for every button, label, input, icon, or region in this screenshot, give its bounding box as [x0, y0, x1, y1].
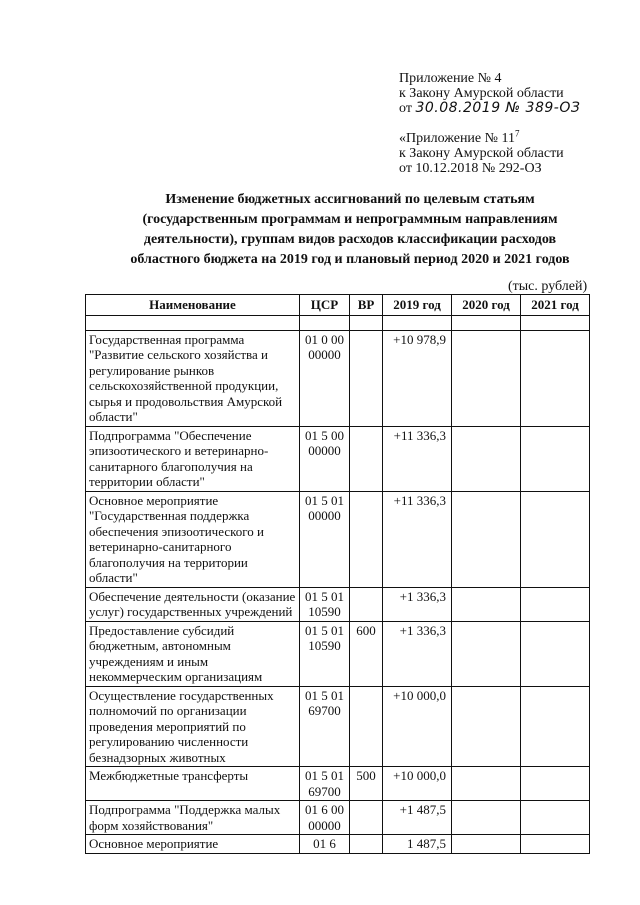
row-name: Подпрограмма "Обеспечение эпизоотического и ветеринарно-санитарного благополучия на территории области" — [86, 426, 300, 491]
title-line-2: (государственным программам и непрограммным направлениям — [142, 212, 558, 227]
table-row — [86, 686, 590, 767]
row-2019: +1 336,3 — [383, 621, 452, 686]
header-csr: ЦСР — [300, 295, 350, 316]
title-line-3: деятельности), группам видов расходов классификации расходов — [143, 232, 557, 247]
row-2019: +10 000,0 — [383, 767, 452, 801]
attachment-header — [399, 71, 580, 116]
row-2020 — [452, 767, 521, 801]
original-attachment-header — [399, 128, 564, 176]
row-2021 — [521, 621, 590, 686]
table-row — [86, 621, 590, 686]
title-line-4: областного бюджета на 2019 год и плановый период 2020 и 2021 годов — [130, 252, 570, 267]
table-row — [86, 587, 590, 621]
row-2021 — [521, 801, 590, 835]
row-2021 — [521, 330, 590, 426]
row-2020 — [452, 491, 521, 587]
row-2019: +10 000,0 — [383, 686, 452, 767]
attachment-date — [399, 101, 580, 116]
handwritten-date-number: 30.08.2019 № 389-ОЗ — [415, 100, 581, 116]
row-name: Государственная программа "Развитие сельского хозяйства и регулирование рынков сельскохозяйственной продукции, сырья и продовольствия Амурской области" — [86, 330, 300, 426]
row-vr — [350, 801, 383, 835]
row-csr: 01 5 01 00000 — [300, 491, 350, 587]
table-row — [86, 426, 590, 491]
header-2019: 2019 год — [383, 295, 452, 316]
original-attachment-law: к Закону Амурской области — [399, 146, 564, 161]
row-2021 — [521, 491, 590, 587]
row-2019: +11 336,3 — [383, 426, 452, 491]
table-row — [86, 491, 590, 587]
row-name: Межбюджетные трансферты — [86, 767, 300, 801]
row-vr — [350, 426, 383, 491]
original-attachment-number — [399, 128, 564, 146]
row-2019: +10 978,9 — [383, 330, 452, 426]
row-csr: 01 6 00 00000 — [300, 801, 350, 835]
row-name: Обеспечение деятельности (оказание услуг) государственных учреждений — [86, 587, 300, 621]
row-csr: 01 6 — [300, 835, 350, 854]
original-attachment-superscript: 7 — [514, 128, 520, 139]
row-2020 — [452, 330, 521, 426]
document-title — [60, 190, 640, 270]
row-2020 — [452, 801, 521, 835]
row-csr: 01 5 01 69700 — [300, 767, 350, 801]
row-2021 — [521, 767, 590, 801]
row-2019: +1 487,5 — [383, 801, 452, 835]
table-header-row — [86, 295, 590, 316]
header-2020: 2020 год — [452, 295, 521, 316]
row-vr — [350, 330, 383, 426]
table-row — [86, 767, 590, 801]
row-csr: 01 5 01 69700 — [300, 686, 350, 767]
attachment-number: Приложение № 4 — [399, 71, 502, 86]
row-vr: 600 — [350, 621, 383, 686]
row-2020 — [452, 426, 521, 491]
header-vr: ВР — [350, 295, 383, 316]
row-2020 — [452, 621, 521, 686]
row-csr: 01 5 01 10590 — [300, 587, 350, 621]
row-name: Подпрограмма "Поддержка малых форм хозяйствования" — [86, 801, 300, 835]
row-name: Осуществление государственных полномочий по организации проведения мероприятий по регулированию численности безнадзорных животных — [86, 686, 300, 767]
row-vr: 500 — [350, 767, 383, 801]
original-attachment-date: от 10.12.2018 № 292-ОЗ — [399, 161, 542, 176]
row-name: Предоставление субсидий бюджетным, автономным учреждениям и иным некоммерческим организациям — [86, 621, 300, 686]
row-name: Основное мероприятие "Государственная поддержка обеспечения эпизоотического и ветеринарно-санитарного благополучия на территории области" — [86, 491, 300, 587]
table-row — [86, 330, 590, 426]
row-2020 — [452, 686, 521, 767]
budget-table — [85, 294, 590, 854]
row-2019: 1 487,5 — [383, 835, 452, 854]
units-label: (тыс. рублей) — [508, 279, 588, 294]
row-csr: 01 0 00 00000 — [300, 330, 350, 426]
row-2019: +1 336,3 — [383, 587, 452, 621]
original-attachment-number-text: «Приложение № 11 — [399, 131, 515, 146]
attachment-date-prefix: от — [399, 101, 412, 116]
row-csr: 01 5 00 00000 — [300, 426, 350, 491]
attachment-law: к Закону Амурской области — [399, 86, 564, 101]
row-2019: +11 336,3 — [383, 491, 452, 587]
row-vr — [350, 835, 383, 854]
row-2021 — [521, 587, 590, 621]
row-2020 — [452, 835, 521, 854]
title-line-1: Изменение бюджетных ассигнований по целевым статьям — [165, 192, 535, 207]
row-2021 — [521, 686, 590, 767]
row-2021 — [521, 835, 590, 854]
table-row — [86, 801, 590, 835]
header-name: Наименование — [86, 295, 300, 316]
row-2020 — [452, 587, 521, 621]
row-2021 — [521, 426, 590, 491]
table-row — [86, 835, 590, 854]
row-csr: 01 5 01 10590 — [300, 621, 350, 686]
row-vr — [350, 491, 383, 587]
row-name: Основное мероприятие — [86, 835, 300, 854]
row-vr — [350, 686, 383, 767]
header-2021: 2021 год — [521, 295, 590, 316]
row-vr — [350, 587, 383, 621]
table-spacer-row — [86, 315, 590, 330]
